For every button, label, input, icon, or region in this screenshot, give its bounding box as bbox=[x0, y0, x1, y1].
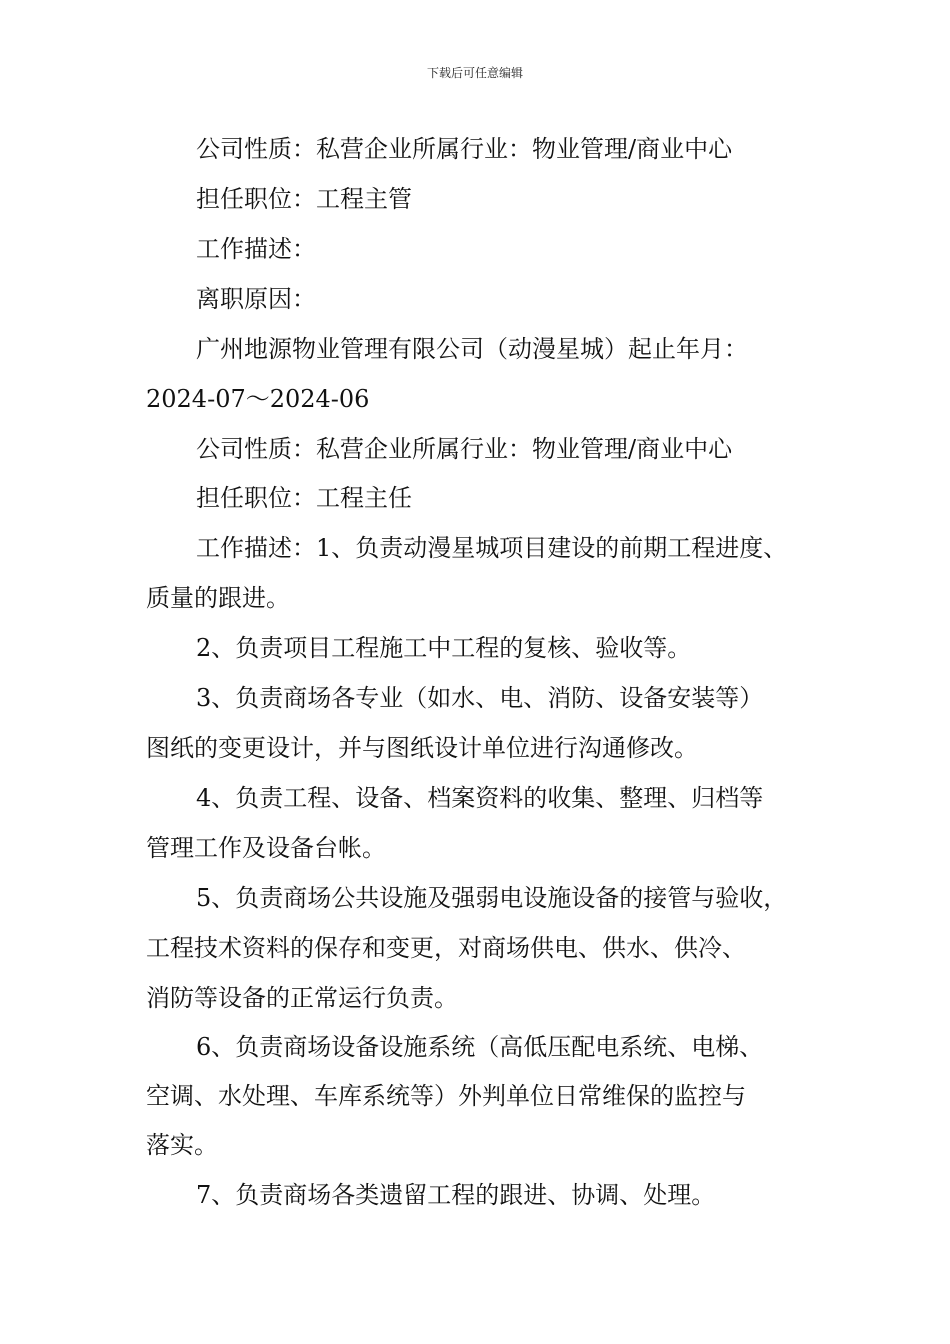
paragraph-continuation: 落实。 bbox=[146, 1131, 218, 1159]
paragraph-continuation: 管理工作及设备台帐。 bbox=[146, 834, 386, 862]
paragraph-continuation: 工程技术资料的保存和变更，对商场供电、供水、供冷、 bbox=[146, 934, 746, 962]
page-header: 下载后可任意编辑 bbox=[426, 66, 523, 80]
company-name-line: 广州地源物业管理有限公司（动漫星城）起止年月： bbox=[196, 335, 748, 363]
paragraph-continuation: 空调、水处理、车库系统等）外判单位日常维保的监控与 bbox=[146, 1082, 746, 1110]
paragraph-continuation: 图纸的变更设计，并与图纸设计单位进行沟通修改。 bbox=[146, 734, 698, 762]
duty-item-5: 5、负责商场公共设施及强弱电设施设备的接管与验收， bbox=[196, 884, 788, 912]
paragraph-continuation: 质量的跟进。 bbox=[146, 584, 290, 612]
duty-item-6: 6、负责商场设备设施系统（高低压配电系统、电梯、 bbox=[196, 1033, 764, 1061]
job-description-line-2: 工作描述：1、负责动漫星城项目建设的前期工程进度、 bbox=[196, 534, 788, 562]
position-line-1: 担任职位：工程主管 bbox=[196, 185, 412, 213]
duty-item-4: 4、负责工程、设备、档案资料的收集、整理、归档等 bbox=[196, 784, 764, 812]
paragraph-continuation: 消防等设备的正常运行负责。 bbox=[146, 984, 458, 1012]
duty-item-3: 3、负责商场各专业（如水、电、消防、设备安装等） bbox=[196, 684, 764, 712]
duty-item-7: 7、负责商场各类遗留工程的跟进、协调、处理。 bbox=[196, 1181, 716, 1209]
position-line-2: 担任职位：工程主任 bbox=[196, 484, 412, 512]
leave-reason-line: 离职原因： bbox=[196, 285, 316, 313]
job-description-line-1: 工作描述： bbox=[196, 235, 316, 263]
duty-item-2: 2、负责项目工程施工中工程的复核、验收等。 bbox=[196, 634, 692, 662]
date-range-line: 2024-07～2024-06 bbox=[146, 385, 370, 413]
company-type-line-1: 公司性质：私营企业所属行业：物业管理/商业中心 bbox=[196, 135, 733, 163]
company-type-line-2: 公司性质：私营企业所属行业：物业管理/商业中心 bbox=[196, 435, 733, 463]
